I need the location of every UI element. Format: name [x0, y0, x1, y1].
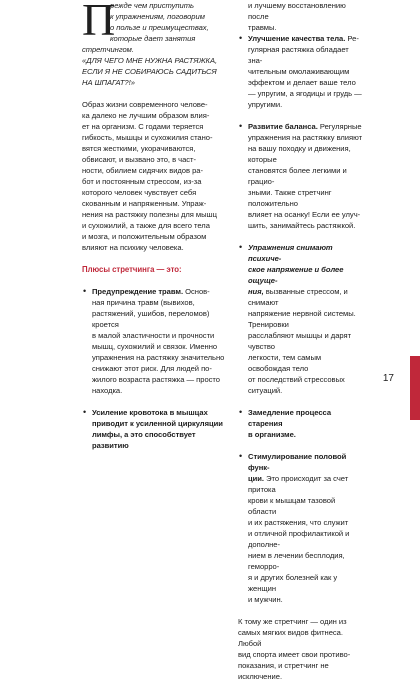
- text-line: травмы.: [248, 23, 277, 32]
- benefit-text: и отличной профилактикой и дополне-: [248, 529, 350, 549]
- benefit-line: [248, 121, 364, 132]
- body-line: Образ жизни современного челове-: [82, 100, 208, 109]
- benefit-title: Упражнения снимают психиче-: [248, 243, 333, 263]
- benefit-line: [248, 407, 364, 429]
- benefit-line: [248, 143, 364, 165]
- benefit-line: [92, 363, 230, 374]
- page-number: 17: [382, 373, 394, 384]
- benefit-title: Стимулирование половой функ-: [248, 452, 347, 472]
- benefit-line: [248, 77, 364, 88]
- benefit-text: Ре-: [345, 34, 359, 43]
- benefit-line: [92, 330, 230, 341]
- benefit-line: [248, 286, 364, 308]
- benefit-line: [248, 572, 364, 594]
- benefit-title: ское напряжение и более ощуще-: [248, 265, 344, 285]
- body-line: ет на организм. С годами теряется: [82, 122, 204, 131]
- lead-line: к упражнениям, поговорим: [110, 12, 205, 21]
- benefit-title: в организме.: [248, 430, 296, 439]
- benefit-item: [82, 286, 230, 396]
- benefit-line: [248, 473, 364, 495]
- benefit-line: [248, 209, 364, 220]
- benefit-line: [248, 242, 364, 264]
- benefit-line: [92, 385, 230, 396]
- benefit-text: и мужчин.: [248, 595, 283, 604]
- benefit-line: [92, 286, 230, 297]
- benefit-item: [238, 242, 364, 396]
- benefit-line: [248, 429, 364, 440]
- benefit-text: находка.: [92, 386, 123, 395]
- body-line: бот и постоянным стрессом, из-за: [82, 177, 202, 186]
- body-line: вятся жесткими, укорачиваются,: [82, 144, 196, 153]
- benefit-text: растяжений, ушибов, переломов) кроется: [92, 309, 210, 329]
- benefit-text: на вашу походку и движения, которые: [248, 144, 351, 164]
- benefit-item: [238, 451, 364, 605]
- section-title: Плюсы стретчинга — это:: [82, 265, 182, 274]
- benefits-list-right: [238, 33, 364, 605]
- benefit-text: я и других болезней как у женщин: [248, 573, 338, 593]
- benefit-line: [248, 33, 364, 44]
- body-paragraph: [82, 99, 230, 253]
- benefit-line: [248, 594, 364, 605]
- benefit-text: крови к мышцам тазовой области: [248, 496, 336, 516]
- benefit-text: снижают этот риск. Для людей по-: [92, 364, 212, 373]
- text-line: К тому же стретчинг — один из: [238, 617, 347, 626]
- benefit-text: и их растяжения, что служит: [248, 518, 349, 527]
- benefit-line: [248, 517, 364, 528]
- benefit-text: влияет на осанку! Если ее улуч-: [248, 210, 361, 219]
- benefit-line: [248, 528, 364, 550]
- benefit-text: упражнения на растяжку значительно: [92, 353, 225, 362]
- benefit-text: — упругим, а ягодицы и грудь — упругими.: [248, 89, 362, 109]
- benefit-title: приводит к усиленной циркуляции: [92, 419, 223, 428]
- benefit-line: [248, 451, 364, 473]
- body-line: и сухожилий, а также для всего тела: [82, 221, 210, 230]
- body-line: и мозга, и положительным образом: [82, 232, 207, 241]
- benefit-text: ная причина травм (вывихов,: [92, 298, 195, 307]
- benefit-text: легкости, тем самым освобождая тело: [248, 353, 322, 373]
- benefit-title: Развитие баланса.: [248, 122, 318, 131]
- benefit-line: [92, 407, 230, 418]
- continued-paragraph: [238, 0, 364, 33]
- benefit-text: становятся более легкими и грацио-: [248, 166, 347, 186]
- benefit-line: [92, 352, 230, 363]
- body-line: которого человек чувствует себя: [82, 188, 197, 197]
- benefits-list-left: [82, 286, 230, 451]
- benefit-item: [238, 121, 364, 231]
- benefit-text: упражнения на растяжку влияют: [248, 133, 363, 142]
- benefit-line: [248, 330, 364, 352]
- benefit-line: [92, 308, 230, 330]
- benefit-title: лимфы, а это способствует развитию: [92, 430, 196, 450]
- benefit-text: Регулярные: [317, 122, 362, 131]
- side-color-bar: [410, 356, 420, 420]
- benefit-text: эффектом и делает ваше тело: [248, 78, 356, 87]
- lead-paragraph: [82, 0, 230, 88]
- benefit-title: ции.: [248, 474, 264, 483]
- benefit-text: Основ-: [183, 287, 210, 296]
- benefit-item: [238, 33, 364, 110]
- benefit-text: гулярная растяжка обладает зна-: [248, 45, 349, 65]
- benefit-title: Предупреждение травм.: [92, 287, 184, 296]
- benefit-text: в малой эластичности и прочности: [92, 331, 215, 340]
- lead-line: которые дает занятия стретчингом.: [82, 34, 196, 54]
- body-line: нения на растяжку полезны для мышц: [82, 210, 217, 219]
- benefit-line: [92, 429, 230, 451]
- lead-line: режде чем приступить: [110, 1, 194, 10]
- benefit-line: [248, 187, 364, 209]
- benefit-text: напряжение нервной системы. Тренировки: [248, 309, 356, 329]
- benefit-line: [92, 374, 230, 385]
- benefit-line: [92, 341, 230, 352]
- benefit-text: мышц, сухожилий и связок. Именно: [92, 342, 218, 351]
- lead-line: НА ШПАГАТ?!»: [82, 78, 135, 87]
- benefit-text: от последствий стрессовых ситуаций.: [248, 375, 345, 395]
- benefit-line: [248, 352, 364, 374]
- benefit-line: [248, 374, 364, 396]
- benefit-line: [248, 220, 364, 231]
- body-line: гибкость, мышцы и сухожилия стано-: [82, 133, 213, 142]
- left-column: [82, 0, 230, 451]
- body-line: ка далеко не лучшим образом влия-: [82, 111, 210, 120]
- closing-paragraph: [238, 616, 364, 682]
- right-column: [238, 0, 364, 682]
- benefit-line: [248, 66, 364, 77]
- benefit-text: чительным омолаживающим: [248, 67, 350, 76]
- benefit-line: [248, 44, 364, 66]
- drop-cap: П: [82, 0, 116, 45]
- body-line: влияют на психику человека.: [82, 243, 184, 252]
- text-line: вид спорта имеет свои противо-: [238, 650, 351, 659]
- benefit-text: Это происходит за счет притока: [248, 474, 349, 494]
- text-line: самых мягких видов фитнеса. Любой: [238, 628, 343, 648]
- benefit-item: [82, 407, 230, 451]
- benefit-item: [238, 407, 364, 440]
- benefit-line: [248, 495, 364, 517]
- body-line: скованным и напряженным. Упраж-: [82, 199, 207, 208]
- benefit-line: [248, 308, 364, 330]
- benefit-text: зными. Также стретчинг положительно: [248, 188, 332, 208]
- lead-line: о пользе и преимуществах,: [110, 23, 209, 32]
- benefit-text: нием в лечении бесплодия, геморро-: [248, 551, 345, 571]
- lead-line: «ДЛЯ ЧЕГО МНЕ НУЖНА РАСТЯЖКА,: [82, 56, 218, 65]
- text-line: показания, и стретчинг не исключение.: [238, 661, 329, 681]
- benefit-line: [92, 297, 230, 308]
- benefit-text: расслабляют мышцы и дарят чувство: [248, 331, 352, 351]
- text-line: и лучшему восстановлению после: [248, 1, 346, 21]
- benefit-text: шить, занимайтесь растяжкой.: [248, 221, 356, 230]
- benefit-title: Усиление кровотока в мышцах: [92, 408, 208, 417]
- benefit-line: [248, 132, 364, 143]
- benefit-line: [248, 550, 364, 572]
- body-line: ности, обилием сидячих видов ра-: [82, 166, 203, 175]
- benefit-text: вызванные стрессом, и снимают: [248, 287, 348, 307]
- benefit-line: [248, 165, 364, 187]
- benefit-text: жилого возраста растяжка — просто: [92, 375, 220, 384]
- lead-line: ЕСЛИ Я НЕ СОБИРАЮСЬ САДИТЬСЯ: [82, 67, 217, 76]
- body-line: обвисают, и вызвано это, в част-: [82, 155, 196, 164]
- benefit-line: [248, 264, 364, 286]
- benefit-title: Замедление процесса старения: [248, 408, 332, 428]
- benefit-title: ния,: [248, 287, 264, 296]
- benefit-line: [248, 88, 364, 110]
- benefit-title: Улучшение качества тела.: [248, 34, 346, 43]
